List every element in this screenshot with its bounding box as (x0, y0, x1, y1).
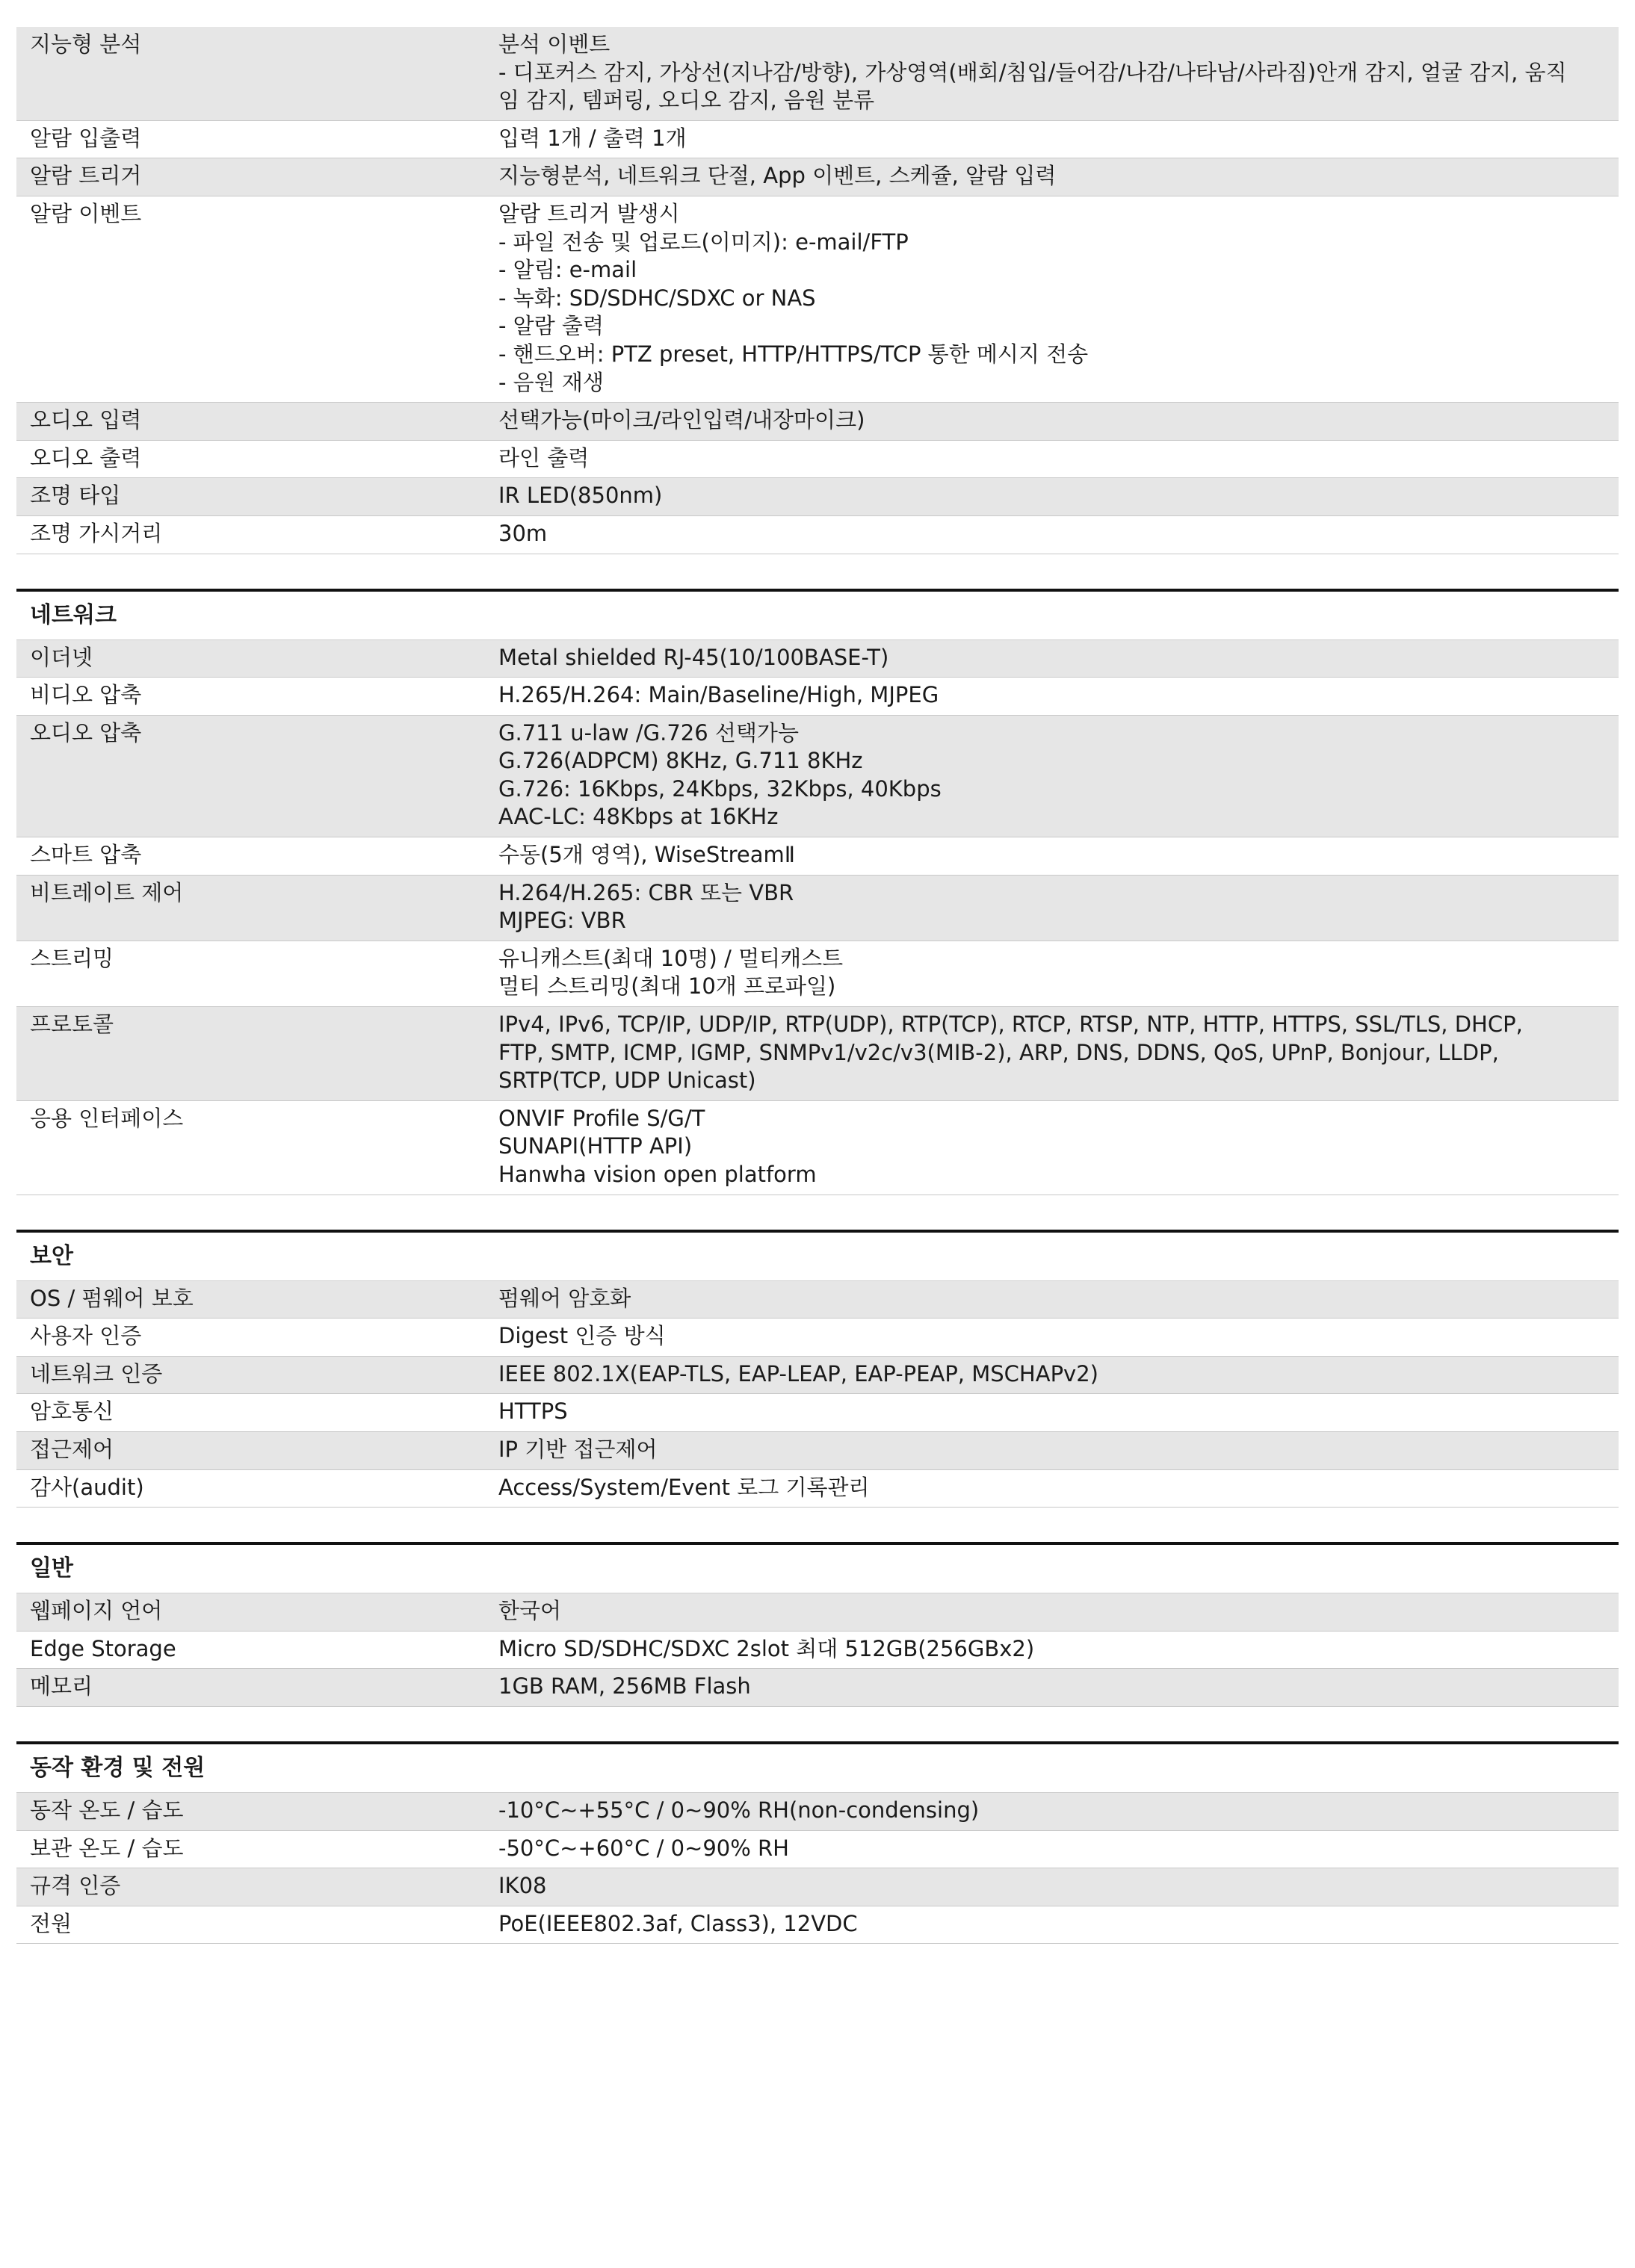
spec-row (16, 678, 1619, 716)
spec-label: 접근제어 (30, 1436, 114, 1462)
spec-value-line: - 음원 재생 (498, 369, 604, 395)
spec-value (498, 1436, 1619, 1464)
spec-label: 스트리밍 (30, 945, 114, 971)
spec-value-line: SRTP(TCP, UDP Unicast) (498, 1068, 756, 1094)
spec-row (16, 121, 1619, 159)
spec-row (16, 837, 1619, 876)
spec-row (16, 1394, 1619, 1432)
spec-value (498, 31, 1619, 115)
spec-value-line: 수동(5개 영역), WiseStreamⅡ (498, 842, 796, 868)
spec-value-line: IR LED(850nm) (498, 483, 663, 509)
spec-value-line: 펌웨어 암호화 (498, 1285, 631, 1311)
spec-label: 규격 인증 (30, 1873, 121, 1899)
spec-section (16, 1741, 1619, 1944)
spec-label: 메모리 (30, 1673, 93, 1700)
spec-value-line: H.265/H.264: Main/Baseline/High, MJPEG (498, 682, 939, 708)
spec-label: 네트워크 인증 (30, 1360, 163, 1386)
spec-row (16, 441, 1619, 479)
spec-row (16, 1357, 1619, 1395)
spec-value (498, 681, 1619, 710)
section-heading: 일반 (16, 1542, 1619, 1593)
spec-value (498, 1285, 1619, 1313)
spec-label: 웹페이지 언어 (30, 1598, 163, 1624)
spec-label: 감사(audit) (30, 1474, 144, 1500)
spec-label: 프로토콜 (30, 1011, 114, 1038)
spec-value-line: Micro SD/SDHC/SDXC 2slot 최대 512GB(256GBx2) (498, 1635, 1035, 1661)
spec-value-line: IP 기반 접근제어 (498, 1436, 658, 1462)
spec-row (16, 1906, 1619, 1945)
spec-label: 알람 이벤트 (30, 200, 142, 226)
spec-row (16, 1593, 1619, 1632)
spec-value-line: 한국어 (498, 1598, 562, 1624)
spec-value-line: IPv4, IPv6, TCP/IP, UDP/IP, RTP(UDP), RTP(TCP), RTCP, RTSP, NTP, HTTP, HTTPS, SSL/TLS, DHCP, (498, 1011, 1523, 1038)
spec-label: 스마트 압축 (30, 842, 142, 868)
spec-row (16, 196, 1619, 403)
spec-label: 동작 온도 / 습도 (30, 1797, 184, 1823)
spec-value-line: 30m (498, 520, 548, 546)
spec-row (16, 478, 1619, 516)
spec-value-line: AAC-LC: 48Kbps at 16KHz (498, 804, 779, 830)
spec-section (16, 589, 1619, 1195)
spec-value (498, 1360, 1619, 1389)
spec-value-line: H.264/H.265: CBR 또는 VBR (498, 879, 794, 905)
section-heading: 동작 환경 및 전원 (16, 1741, 1619, 1793)
section-heading: 네트워크 (16, 589, 1619, 640)
spec-label: 오디오 압축 (30, 719, 142, 746)
spec-value-line: 입력 1개 / 출력 1개 (498, 125, 687, 151)
spec-label: 조명 타입 (30, 483, 121, 509)
spec-value-line: Digest 인증 방식 (498, 1323, 666, 1349)
spec-value-line: 멀티 스트리밍(최대 10개 프로파일) (498, 973, 836, 1000)
spec-value-line: - 핸드오버: PTZ preset, HTTP/HTTPS/TCP 통한 메시지 전송 (498, 341, 1089, 367)
spec-value-line: Access/System/Event 로그 기록관리 (498, 1474, 870, 1500)
spec-value (498, 162, 1619, 190)
spec-value (498, 879, 1619, 935)
spec-label: 오디오 입력 (30, 407, 142, 433)
spec-label: 오디오 출력 (30, 444, 142, 471)
spec-label: 비트레이트 제어 (30, 879, 184, 905)
spec-value-line: 지능형분석, 네트워크 단절, App 이벤트, 스케쥴, 알람 입력 (498, 163, 1057, 189)
spec-value (498, 125, 1619, 153)
spec-value (498, 644, 1619, 672)
spec-value-line: -10°C~+55°C / 0~90% RH(non-condensing) (498, 1797, 980, 1823)
spec-row (16, 1281, 1619, 1319)
spec-value-line: 유니캐스트(최대 10명) / 멀티캐스트 (498, 945, 844, 971)
spec-value-line: FTP, SMTP, ICMP, IGMP, SNMPv1/v2c/v3(MIB-2), ARP, DNS, DDNS, QoS, UPnP, Bonjour, LLDP, (498, 1039, 1499, 1065)
spec-value-line: SUNAPI(HTTP API) (498, 1133, 693, 1159)
spec-value-line: ONVIF Profile S/G/T (498, 1105, 705, 1131)
spec-value-line: PoE(IEEE802.3af, Class3), 12VDC (498, 1910, 858, 1936)
spec-value (498, 1105, 1619, 1189)
spec-row (16, 640, 1619, 678)
spec-label: 암호통신 (30, 1398, 114, 1425)
spec-row (16, 1669, 1619, 1707)
spec-value (498, 841, 1619, 870)
spec-value (498, 1398, 1619, 1426)
spec-row (16, 1831, 1619, 1869)
spec-label: 응용 인터페이스 (30, 1105, 184, 1131)
spec-row (16, 876, 1619, 941)
spec-row (16, 1632, 1619, 1670)
spec-value (498, 1474, 1619, 1502)
spec-label: 사용자 인증 (30, 1323, 142, 1349)
spec-value-line: -50°C~+60°C / 0~90% RH (498, 1835, 789, 1861)
spec-value (498, 1635, 1619, 1664)
spec-label: OS / 펌웨어 보호 (30, 1285, 194, 1311)
spec-label: 알람 트리거 (30, 163, 142, 189)
spec-row (16, 941, 1619, 1007)
spec-value-line: - 알림: e-mail (498, 257, 637, 283)
spec-row (16, 516, 1619, 554)
spec-value-line: - 알람 출력 (498, 313, 604, 339)
spec-value-line: 1GB RAM, 256MB Flash (498, 1673, 751, 1700)
spec-value-line: 임 감지, 템퍼링, 오디오 감지, 음원 분류 (498, 87, 875, 114)
spec-value (498, 1910, 1619, 1939)
spec-value-line: - 디포커스 감지, 가상선(지나감/방향), 가상영역(배회/침입/들어감/나감/나타남/사라짐)안개 감지, 얼굴 감지, 움직 (498, 59, 1567, 85)
spec-value (498, 520, 1619, 548)
spec-value-line: - 파일 전송 및 업로드(이미지): e-mail/FTP (498, 229, 909, 255)
spec-row (16, 1007, 1619, 1101)
spec-value-line: G.711 u-law /G.726 선택가능 (498, 719, 799, 746)
spec-value (498, 1797, 1619, 1825)
section-heading: 보안 (16, 1230, 1619, 1281)
spec-value (498, 1597, 1619, 1626)
spec-value-line: 라인 출력 (498, 444, 590, 471)
spec-row (16, 1470, 1619, 1508)
spec-value-line: - 녹화: SD/SDHC/SDXC or NAS (498, 285, 816, 311)
spec-row (16, 1101, 1619, 1195)
spec-row (16, 27, 1619, 121)
spec-label: 조명 가시거리 (30, 520, 163, 546)
spec-value-line: G.726: 16Kbps, 24Kbps, 32Kbps, 40Kbps (498, 775, 942, 802)
spec-value-line: 선택가능(마이크/라인입력/내장마이크) (498, 407, 865, 433)
spec-value-line: MJPEG: VBR (498, 908, 626, 934)
spec-row (16, 158, 1619, 196)
spec-value (498, 719, 1619, 831)
spec-value-line: IEEE 802.1X(EAP-TLS, EAP-LEAP, EAP-PEAP, MSCHAPv2) (498, 1360, 1098, 1386)
spec-row (16, 1319, 1619, 1357)
spec-label: 이더넷 (30, 644, 93, 670)
spec-label: Edge Storage (30, 1635, 176, 1661)
spec-row (16, 1793, 1619, 1831)
spec-value (498, 1872, 1619, 1900)
spec-value-line: HTTPS (498, 1398, 568, 1425)
spec-label: 알람 입출력 (30, 125, 142, 151)
spec-label: 전원 (30, 1910, 72, 1936)
spec-value (498, 200, 1619, 397)
spec-value (498, 406, 1619, 435)
spec-value-line: 알람 트리거 발생시 (498, 200, 680, 226)
spec-row (16, 1432, 1619, 1470)
spec-section (16, 1230, 1619, 1508)
spec-value (498, 1322, 1619, 1351)
spec-row (16, 1868, 1619, 1906)
spec-row (16, 716, 1619, 837)
spec-value-line: Metal shielded RJ-45(10/100BASE-T) (498, 644, 889, 670)
spec-value-line: G.726(ADPCM) 8KHz, G.711 8KHz (498, 748, 863, 774)
spec-section (16, 27, 1619, 554)
spec-label: 보관 온도 / 습도 (30, 1835, 184, 1861)
spec-value (498, 1011, 1619, 1095)
spec-row (16, 403, 1619, 441)
spec-value (498, 482, 1619, 510)
spec-value (498, 1835, 1619, 1863)
spec-label: 지능형 분석 (30, 31, 142, 57)
spec-value-line: Hanwha vision open platform (498, 1162, 817, 1187)
spec-value (498, 945, 1619, 1001)
spec-value-line: 분석 이벤트 (498, 31, 611, 57)
spec-value-line: IK08 (498, 1873, 547, 1899)
spec-label: 비디오 압축 (30, 682, 142, 708)
spec-value (498, 444, 1619, 473)
spec-section (16, 1542, 1619, 1707)
spec-value (498, 1673, 1619, 1701)
